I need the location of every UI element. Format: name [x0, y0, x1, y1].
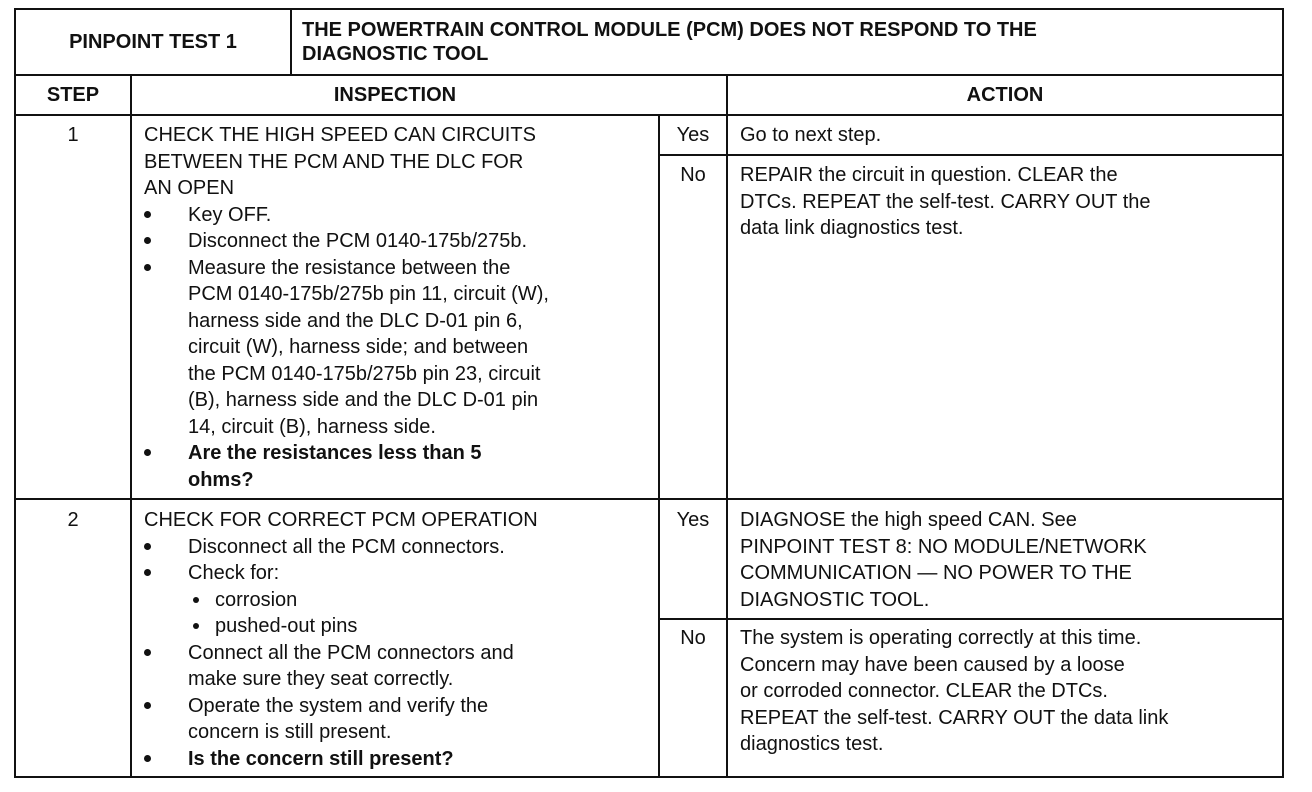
inspection-bullet — [144, 640, 654, 693]
bullet-line: Is the concern still present? — [188, 747, 454, 770]
step-number-text: 1 — [67, 124, 79, 146]
bullet-icon — [144, 649, 151, 656]
sub-bullet-line: pushed-out pins — [215, 615, 358, 637]
bullet-icon — [144, 264, 151, 271]
bullet-line: Check for: — [188, 562, 280, 584]
bullet-icon — [144, 211, 151, 218]
answer-no-label — [660, 162, 726, 189]
action-line: REPAIR the circuit in question. CLEAR the — [740, 164, 1118, 186]
action-line: or corroded connector. CLEAR the DTCs. — [740, 680, 1108, 702]
action-line: data link diagnostics test. — [740, 217, 964, 239]
rule-columns-bottom — [16, 114, 1282, 116]
answer-no-text: No — [680, 627, 706, 649]
inspection-bullet — [144, 228, 654, 255]
inspection-question — [144, 440, 654, 493]
inspection-title-line: AN OPEN — [144, 177, 235, 199]
sub-bullet-icon — [193, 623, 199, 629]
bullet-icon — [144, 449, 151, 456]
inspection-bullet-list — [144, 640, 654, 773]
column-header-action-text: ACTION — [966, 84, 1044, 106]
bullet-line: concern is still present. — [188, 721, 392, 743]
rule-header-divider — [290, 10, 292, 74]
action-line: The system is operating correctly at this time. — [740, 627, 1142, 649]
bullet-line: Disconnect all the PCM connectors. — [188, 535, 505, 558]
inspection-sub-bullet — [144, 587, 654, 614]
answer-yes-text: Yes — [676, 509, 710, 531]
column-header-action — [728, 76, 1282, 114]
inspection-sub-bullet-list — [144, 587, 654, 640]
sub-bullet-line: corrosion — [215, 588, 298, 611]
column-header-inspection-text: INSPECTION — [333, 84, 457, 106]
bullet-line: the PCM 0140-175b/275b pin 23, circuit — [188, 362, 541, 385]
inspection-bullet-list — [144, 202, 654, 494]
inspection-bullet — [144, 534, 654, 561]
pinpoint-test-label-text: PINPOINT TEST 1 — [69, 31, 237, 53]
step-number — [16, 507, 130, 534]
rule-step2-yes-bottom — [658, 618, 1282, 620]
action-line: COMMUNICATION — NO POWER TO THE — [740, 562, 1132, 584]
action-line: DIAGNOSE the high speed CAN. See — [740, 509, 1077, 531]
bullet-line: make sure they seat correctly. — [188, 668, 454, 690]
action-line: diagnostics test. — [740, 733, 884, 755]
test-title — [302, 18, 1278, 72]
bullet-icon — [144, 702, 151, 709]
inspection-bullet — [144, 693, 654, 746]
action-yes — [740, 122, 1280, 149]
bullet-line: (B), harness side and the DLC D-01 pin — [188, 389, 539, 411]
pinpoint-test-label — [16, 10, 290, 74]
inspection-sub-bullet — [144, 613, 654, 640]
action-line: DIAGNOSTIC TOOL. — [740, 588, 930, 611]
bullet-line: Key OFF. — [188, 203, 272, 226]
bullet-line: circuit (W), harness side; and between — [188, 336, 529, 358]
action-yes — [740, 507, 1280, 613]
bullet-line: PCM 0140-175b/275b pin 11, circuit (W), — [188, 283, 549, 305]
inspection-bullet — [144, 202, 654, 229]
pinpoint-test-table — [14, 8, 1284, 778]
step-number-text: 2 — [67, 509, 79, 531]
test-title-line: DIAGNOSTIC TOOL — [302, 43, 489, 65]
answer-yes-text: Yes — [676, 124, 710, 146]
inspection-title-line: CHECK THE HIGH SPEED CAN CIRCUITS — [144, 124, 536, 146]
inspection-question — [144, 746, 654, 773]
bullet-line: Operate the system and verify the — [188, 694, 489, 717]
bullet-icon — [144, 543, 151, 550]
bullet-line: 14, circuit (B), harness side. — [188, 415, 436, 438]
column-header-inspection — [132, 76, 658, 114]
inspection-title-line: BETWEEN THE PCM AND THE DLC FOR — [144, 150, 524, 173]
answer-yes-label — [660, 507, 726, 534]
answer-no-label — [660, 625, 726, 652]
rule-answer-divider — [658, 114, 660, 776]
bullet-line: ohms? — [188, 468, 254, 491]
bullet-line: Disconnect the PCM 0140-175b/275b. — [188, 230, 528, 252]
test-title-line: THE POWERTRAIN CONTROL MODULE (PCM) DOES NOT RESPOND TO THE — [302, 19, 1037, 41]
rule-step1-bottom — [16, 498, 1282, 500]
inspection-bullet-list — [144, 534, 654, 587]
bullet-line: Connect all the PCM connectors and — [188, 641, 514, 664]
column-header-step-text: STEP — [46, 84, 100, 106]
rule-step-divider — [130, 74, 132, 776]
action-line: PINPOINT TEST 8: NO MODULE/NETWORK — [740, 535, 1147, 558]
action-no — [740, 162, 1280, 242]
bullet-line: harness side and the DLC D-01 pin 6, — [188, 309, 523, 332]
bullet-line: Are the resistances less than 5 — [188, 442, 482, 464]
inspection-bullet — [144, 255, 654, 441]
bullet-icon — [144, 237, 151, 244]
rule-action-divider — [726, 74, 728, 776]
step-inspection — [144, 507, 654, 772]
action-line: Go to next step. — [740, 124, 882, 146]
answer-no-text: No — [680, 164, 706, 186]
action-line: REPEAT the self-test. CARRY OUT the data link — [740, 706, 1169, 729]
bullet-line: Measure the resistance between the — [188, 256, 511, 279]
answer-yes-label — [660, 122, 726, 149]
column-header-step — [16, 76, 130, 114]
bullet-icon — [144, 569, 151, 576]
action-line: DTCs. REPEAT the self-test. CARRY OUT the — [740, 190, 1151, 213]
sub-bullet-icon — [193, 597, 199, 603]
step-inspection — [144, 122, 654, 493]
step-number — [16, 122, 130, 149]
inspection-bullet — [144, 560, 654, 587]
rule-step1-yes-bottom — [658, 154, 1282, 156]
bullet-icon — [144, 755, 151, 762]
inspection-title-line: CHECK FOR CORRECT PCM OPERATION — [144, 509, 538, 531]
action-no — [740, 625, 1280, 758]
action-line: Concern may have been caused by a loose — [740, 653, 1125, 676]
